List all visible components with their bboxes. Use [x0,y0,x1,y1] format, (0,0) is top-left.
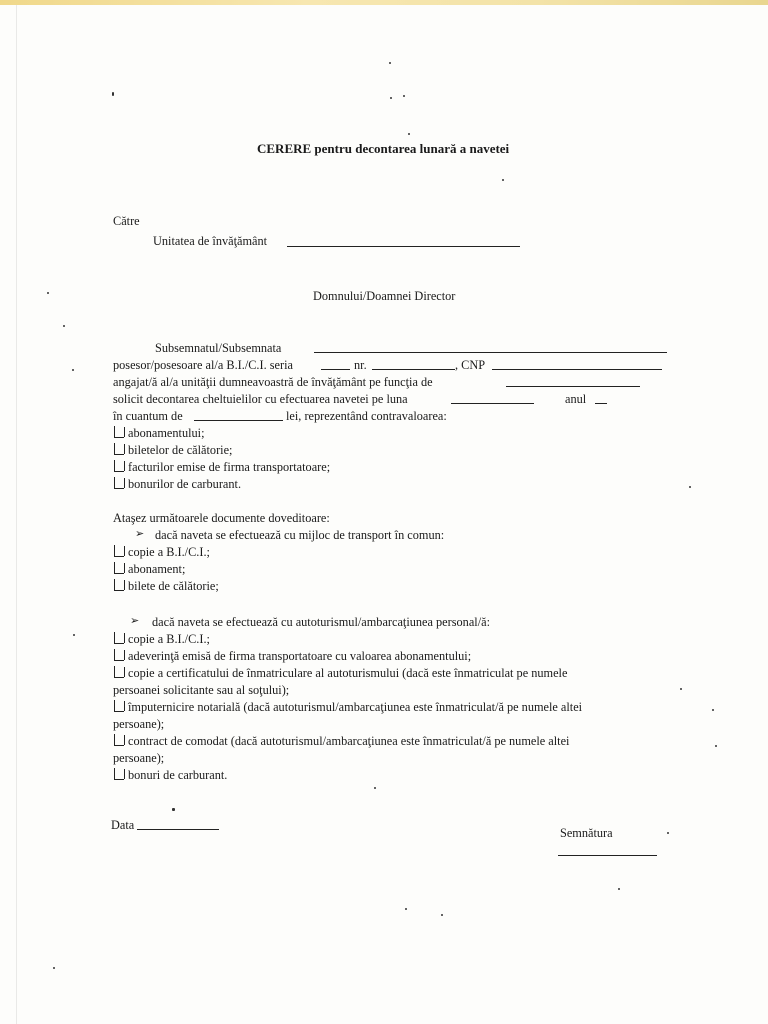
semnatura-field[interactable] [558,855,657,856]
name-field[interactable] [314,352,667,353]
anul-label: anul [565,392,587,406]
scan-speck [390,97,392,99]
case1-checkbox[interactable] [114,562,124,574]
scan-speck [63,325,65,327]
paper-left-edge [16,5,17,1024]
case2-label: copie a B.I./C.I.; [128,632,210,646]
option-checkbox[interactable] [114,477,124,489]
case2-checkbox[interactable] [114,666,124,678]
case2-label: contract de comodat (dacă autoturismul/ambarcaţiunea este înmatriculat/ă pe numele altei [128,734,570,748]
option-label: facturilor emise de firma transportatoare; [128,460,331,474]
case2-checkbox[interactable] [114,632,124,644]
bi-nr-field[interactable] [372,369,455,370]
case2-checkbox[interactable] [114,768,124,780]
case1-heading: dacă naveta se efectuează cu mijloc de transport în comun: [155,528,445,542]
case2-checkbox[interactable] [114,649,124,661]
scan-speck [403,95,405,97]
option-checkbox[interactable] [114,460,124,472]
functia-field[interactable] [506,386,640,387]
case1-label: copie a B.I./C.I.; [128,545,210,559]
case2-checkbox[interactable] [114,700,124,712]
scan-speck [53,967,55,969]
anul-field[interactable] [595,403,607,404]
scan-speck [408,133,410,135]
arrow-bullet-icon: ➢ [135,528,145,540]
scan-speck [712,709,714,711]
option-label: bonurilor de carburant. [128,477,242,491]
scan-speck [73,634,75,636]
bi-seria-field[interactable] [321,369,350,370]
case2-label: copie a certificatului de înmatriculare al autoturismului (dacă este înmatriculat pe numele [128,666,568,680]
case2-label: adeverinţă emisă de firma transportatoare cu valoarea abonamentului; [128,649,472,663]
cuantum-rest-label: lei, reprezentând contravaloarea: [286,409,447,423]
scan-speck [680,688,682,690]
scan-speck [441,914,443,916]
case1-checkbox[interactable] [114,579,124,591]
atasez-heading: Ataşez următoarele documente doveditoare: [113,511,330,525]
scan-speck [374,787,376,789]
cuantum-label: în cuantum de [113,409,183,423]
scan-speck [502,179,504,181]
case1-label: abonament; [128,562,186,576]
addressee: Domnului/Doamnei Director [313,289,456,303]
data-label: Data [111,818,135,832]
option-label: biletelor de călătorie; [128,443,233,457]
case2-label-continued: persoane); [113,751,165,765]
cnp-label: , CNP [455,358,486,372]
document-title: CERERE pentru decontarea lunară a navetei [257,141,510,156]
scan-speck [618,888,620,890]
arrow-bullet-icon: ➢ [130,615,140,627]
semnatura-label: Semnătura [560,826,613,840]
cuantum-field[interactable] [194,420,283,421]
scan-speck [47,292,49,294]
scan-speck [667,832,669,834]
option-checkbox[interactable] [114,426,124,438]
scan-speck [689,486,691,488]
posesor-label: posesor/posesoare al/a B.I./C.I. seria [113,358,293,372]
unitatea-label: Unitatea de învăţământ [153,234,268,248]
option-label: abonamentului; [128,426,205,440]
option-checkbox[interactable] [114,443,124,455]
scan-speck [389,62,391,64]
nr-label: nr. [354,358,367,372]
case2-label: împuternicire notarială (dacă autoturismul/ambarcaţiunea este înmatriculat/ă pe numele altei [128,700,583,714]
cnp-field[interactable] [492,369,662,370]
angajat-label: angajat/ă al/a unităţii dumneavoastră de învăţământ pe funcţia de [113,375,433,389]
catre-label: Către [113,214,140,228]
case2-label-continued: persoanei solicitante sau al soţului); [113,683,290,697]
data-field[interactable] [137,829,219,830]
case2-checkbox[interactable] [114,734,124,746]
unitatea-field[interactable] [287,246,520,247]
scan-speck [405,908,407,910]
scan-speck [112,92,114,96]
subsemnatul-label: Subsemnatul/Subsemnata [155,341,282,355]
case1-checkbox[interactable] [114,545,124,557]
case2-label-continued: persoane); [113,717,165,731]
luna-field[interactable] [451,403,534,404]
paper-top-edge [0,0,768,5]
scan-speck [715,745,717,747]
scan-speck [172,808,175,811]
case2-heading: dacă naveta se efectuează cu autoturismul/ambarcaţiunea personal/ă: [152,615,490,629]
case1-label: bilete de călătorie; [128,579,219,593]
case2-label: bonuri de carburant. [128,768,228,782]
solicit-label: solicit decontarea cheltuielilor cu efectuarea navetei pe luna [113,392,408,406]
scan-speck [72,369,74,371]
